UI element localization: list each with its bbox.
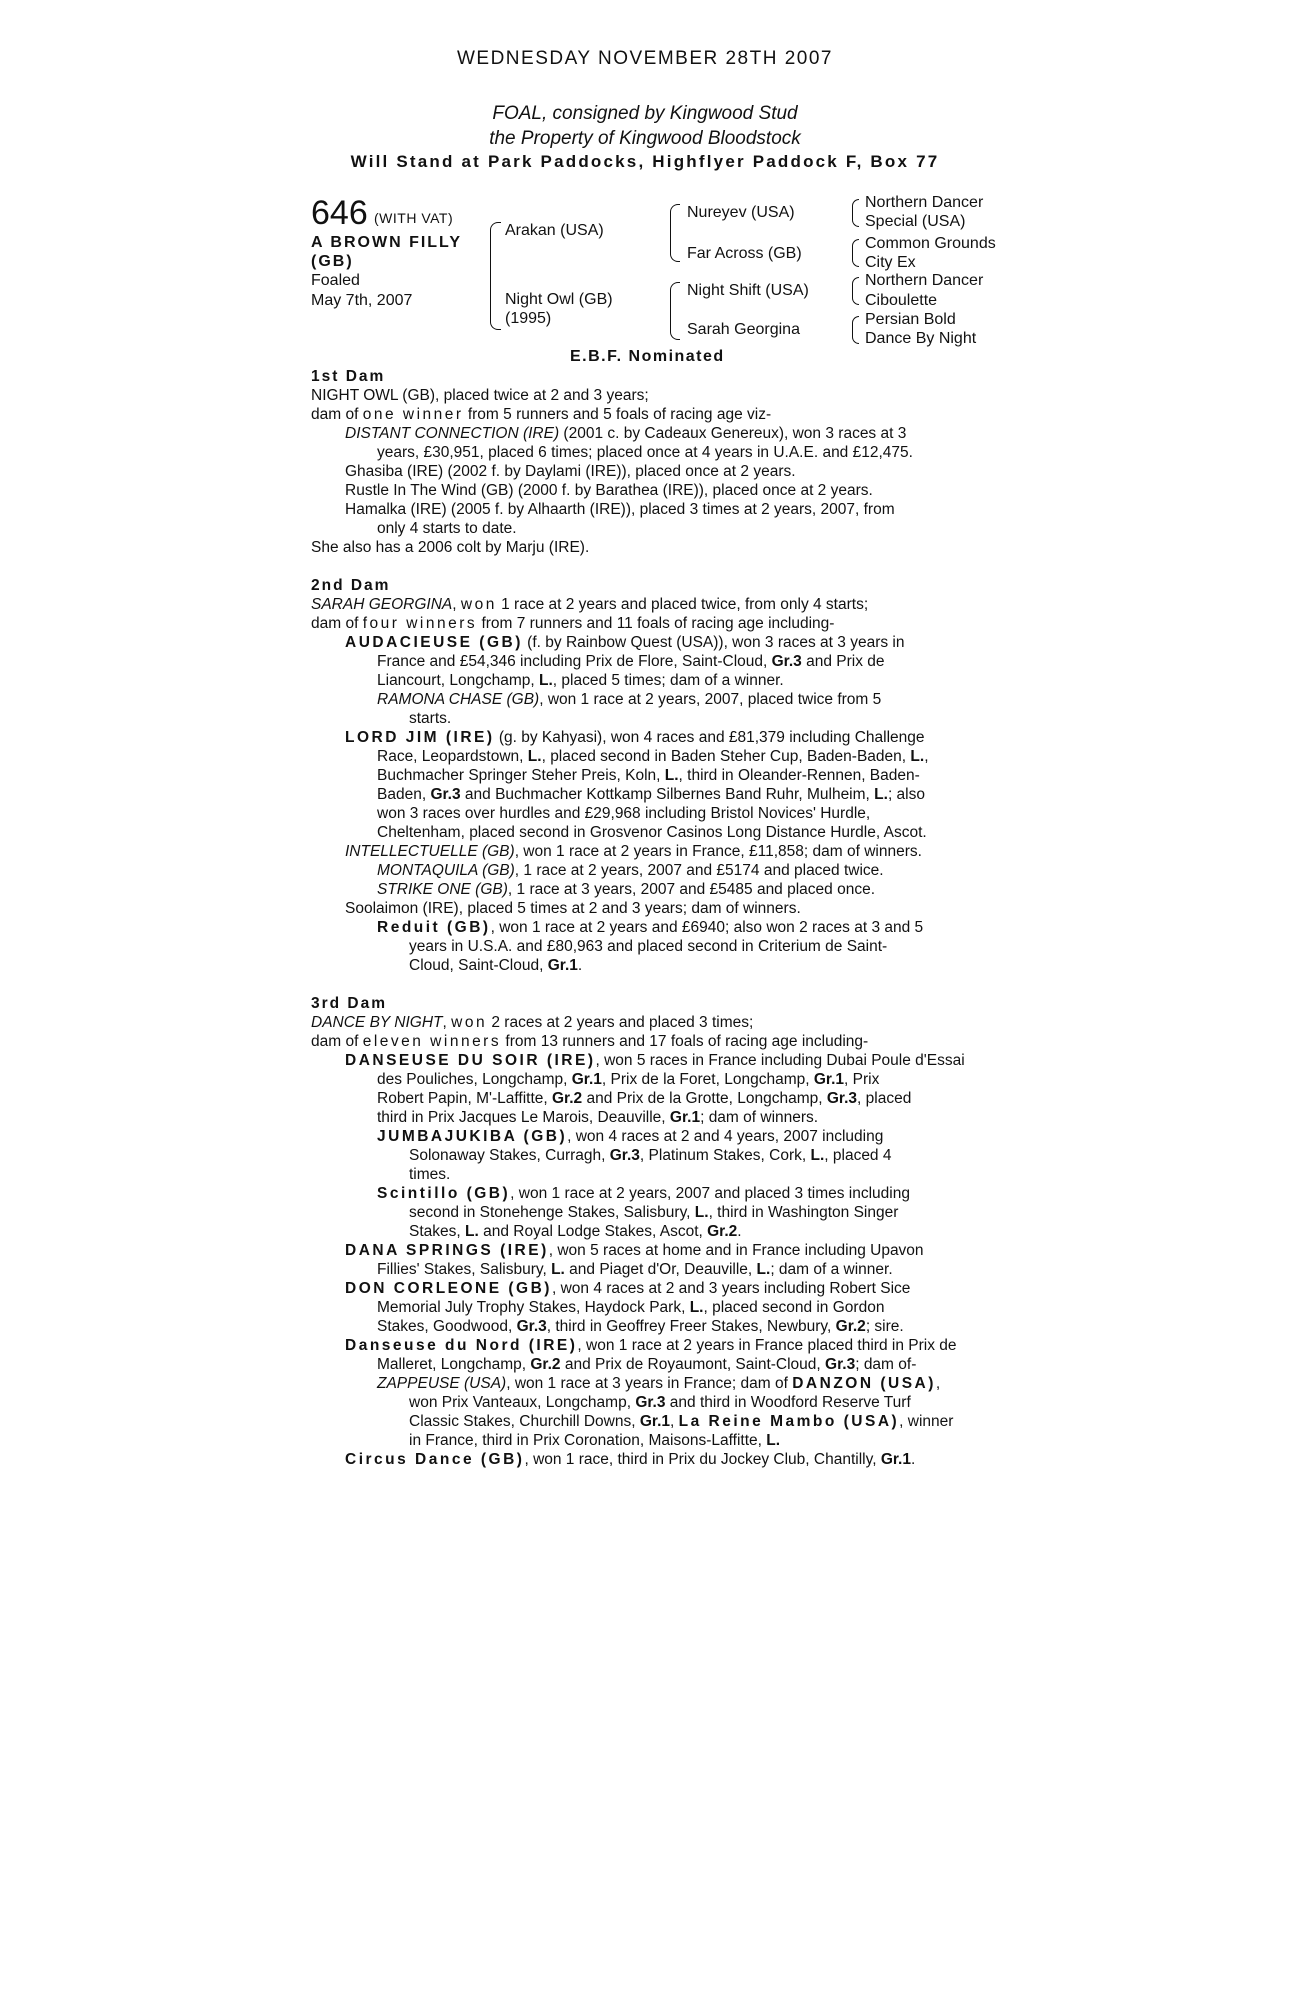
produce-entry: DANA SPRINGS (IRE), won 5 races at home and in France including Upavon [345, 1242, 924, 1259]
also-note: She also has a 2006 colt by Marju (IRE). [311, 539, 590, 556]
produce-entry-cont: des Pouliches, Longchamp, Gr.1, Prix de la Foret, Longchamp, Gr.1, Prix [377, 1071, 880, 1088]
produce-entry-cont: Malleret, Longchamp, Gr.2 and Prix de Royaumont, Saint-Cloud, Gr.3; dam of- [377, 1356, 917, 1373]
produce-entry-cont: Stakes, L. and Royal Lodge Stakes, Ascot, Gr.2. [409, 1223, 742, 1240]
produce-entry-cont: years, £30,951, placed 6 times; placed once at 4 years in U.A.E. and £12,475. [377, 444, 913, 461]
produce-entry-cont: Classic Stakes, Churchill Downs, Gr.1, La Reine Mambo (USA), winner [409, 1413, 954, 1430]
foaled-label: Foaled [311, 272, 360, 289]
produce-entry-cont: Race, Leopardstown, L., placed second in Baden Steher Cup, Baden-Baden, L., [377, 748, 929, 765]
produce-entry: Scintillo (GB), won 1 race at 2 years, 2007 and placed 3 times including [377, 1185, 910, 1202]
produce-entry-cont: won Prix Vanteaux, Longchamp, Gr.3 and third in Woodford Reserve Turf [409, 1394, 911, 1411]
section-heading: 2nd Dam [311, 577, 391, 594]
stand-location: Will Stand at Park Paddocks, Highflyer Paddock F, Box 77 [350, 152, 940, 171]
pedigree-brace [852, 239, 859, 267]
dam-line: DANCE BY NIGHT, won 2 races at 2 years and placed 3 times; [311, 1014, 754, 1031]
grandparent-name: Far Across (GB) [687, 245, 802, 262]
produce-entry: Circus Dance (GB), won 1 race, third in Prix du Jockey Club, Chantilly, Gr.1. [345, 1451, 916, 1468]
grandparent-name: Sarah Georgina [687, 321, 800, 338]
produce-entry-cont: times. [409, 1166, 451, 1183]
pedigree-brace [670, 282, 680, 340]
pedigree-brace [852, 199, 859, 227]
produce-entry-cont: won 3 races over hurdles and £29,968 including Bristol Novices' Hurdle, [377, 805, 871, 822]
great-grandparent-name: Northern Dancer [865, 272, 984, 289]
grandparent-name: Nureyev (USA) [687, 204, 795, 221]
produce-entry-cont: Baden, Gr.3 and Buchmacher Kottkamp Silbernes Band Ruhr, Mulheim, L.; also [377, 786, 925, 803]
produce-entry-cont: only 4 starts to date. [377, 520, 517, 537]
great-grandparent-name: Persian Bold [865, 311, 956, 328]
foal-date: May 7th, 2007 [311, 292, 413, 309]
dam-line: NIGHT OWL (GB), placed twice at 2 and 3 years; [311, 387, 649, 404]
produce-entry: STRIKE ONE (GB), 1 race at 3 years, 2007 and £5485 and placed once. [377, 881, 876, 898]
produce-entry: DANSEUSE DU SOIR (IRE), won 5 races in France including Dubai Poule d'Essai [345, 1052, 965, 1069]
great-grandparent-name: Ciboulette [865, 292, 938, 309]
produce-entry: Soolaimon (IRE), placed 5 times at 2 and 3 years; dam of winners. [345, 900, 801, 917]
produce-entry-cont: in France, third in Prix Coronation, Maisons-Laffitte, L. [409, 1432, 781, 1449]
produce-entry-cont: second in Stonehenge Stakes, Salisbury, L., third in Washington Singer [409, 1204, 899, 1221]
dam-produce-line: dam of one winner from 5 runners and 5 foals of racing age viz- [311, 406, 772, 423]
pedigree-brace [490, 222, 501, 330]
lot-origin: (GB) [311, 253, 354, 270]
produce-entry-cont: Fillies' Stakes, Salisbury, L. and Piaget d'Or, Deauville, L.; dam of a winner. [377, 1261, 893, 1278]
grandparent-name: Night Shift (USA) [687, 282, 809, 299]
consignor-line: FOAL, consigned by Kingwood Stud [492, 103, 798, 124]
produce-entry: Reduit (GB), won 1 race at 2 years and £6940; also won 2 races at 3 and 5 [377, 919, 924, 936]
produce-entry: Ghasiba (IRE) (2002 f. by Daylami (IRE)), placed once at 2 years. [345, 463, 796, 480]
pedigree-brace [852, 277, 859, 305]
produce-entry: Hamalka (IRE) (2005 f. by Alhaarth (IRE)), placed 3 times at 2 years, 2007, from [345, 501, 895, 518]
produce-entry-cont: years in U.S.A. and £80,963 and placed second in Criterium de Saint- [409, 938, 888, 955]
produce-entry: LORD JIM (IRE) (g. by Kahyasi), won 4 races and £81,379 including Challenge [345, 729, 925, 746]
produce-entry-cont: Memorial July Trophy Stakes, Haydock Park, L., placed second in Gordon [377, 1299, 885, 1316]
great-grandparent-name: City Ex [865, 254, 916, 271]
great-grandparent-name: Dance By Night [865, 330, 977, 347]
produce-entry: Rustle In The Wind (GB) (2000 f. by Barathea (IRE)), placed once at 2 years. [345, 482, 873, 499]
produce-entry: JUMBAJUKIBA (GB), won 4 races at 2 and 4 years, 2007 including [377, 1128, 884, 1145]
produce-entry-cont: Cloud, Saint-Cloud, Gr.1. [409, 957, 583, 974]
great-grandparent-name: Special (USA) [865, 213, 966, 230]
produce-entry: DON CORLEONE (GB), won 4 races at 2 and 3 years including Robert Sice [345, 1280, 911, 1297]
produce-entry-cont: Stakes, Goodwood, Gr.3, third in Geoffrey Freer Stakes, Newbury, Gr.2; sire. [377, 1318, 904, 1335]
produce-entry-cont: Solonaway Stakes, Curragh, Gr.3, Platinum Stakes, Cork, L., placed 4 [409, 1147, 892, 1164]
produce-entry-cont: Liancourt, Longchamp, L., placed 5 times; dam of a winner. [377, 672, 784, 689]
produce-entry: Danseuse du Nord (IRE), won 1 race at 2 years in France placed third in Prix de [345, 1337, 957, 1354]
produce-entry: DISTANT CONNECTION (IRE) (2001 c. by Cadeaux Genereux), won 3 races at 3 [345, 425, 907, 442]
produce-entry-cont: third in Prix Jacques Le Marois, Deauville, Gr.1; dam of winners. [377, 1109, 819, 1126]
sire-name: Arakan (USA) [505, 222, 604, 239]
ebf-nominated: E.B.F. Nominated [570, 348, 725, 365]
pedigree-brace [852, 316, 859, 344]
produce-entry: INTELLECTUELLE (GB), won 1 race at 2 years in France, £11,858; dam of winners. [345, 843, 922, 860]
produce-entry-cont: Buchmacher Springer Steher Preis, Koln, L., third in Oleander-Rennen, Baden- [377, 767, 920, 784]
section-heading: 3rd Dam [311, 995, 388, 1012]
dam-year: (1995) [505, 310, 552, 327]
vat-note: (WITH VAT) [374, 210, 454, 226]
produce-entry-cont: Robert Papin, M'-Laffitte, Gr.2 and Prix de la Grotte, Longchamp, Gr.3, placed [377, 1090, 912, 1107]
catalogue-body [311, 367, 1011, 1469]
produce-entry-cont: France and £54,346 including Prix de Flore, Saint-Cloud, Gr.3 and Prix de [377, 653, 885, 670]
lot-number: 646 [311, 194, 368, 232]
sale-date: WEDNESDAY NOVEMBER 28TH 2007 [456, 48, 833, 69]
produce-entry: MONTAQUILA (GB), 1 race at 2 years, 2007 and £5174 and placed twice. [377, 862, 884, 879]
dam-produce-line: dam of four winners from 7 runners and 11 foals of racing age including- [311, 615, 835, 632]
produce-entry: AUDACIEUSE (GB) (f. by Rainbow Quest (USA)), won 3 races at 3 years in [345, 634, 905, 651]
great-grandparent-name: Northern Dancer [865, 194, 984, 211]
produce-entry-cont: starts. [409, 710, 452, 727]
produce-entry: RAMONA CHASE (GB), won 1 race at 2 years, 2007, placed twice from 5 [377, 691, 882, 708]
section-heading: 1st Dam [311, 368, 386, 385]
lot-description: A BROWN FILLY [311, 234, 463, 251]
property-line: the Property of Kingwood Bloodstock [489, 128, 801, 149]
pedigree-brace [670, 204, 680, 262]
produce-entry-cont: Cheltenham, placed second in Grosvenor Casinos Long Distance Hurdle, Ascot. [377, 824, 927, 841]
dam-line: SARAH GEORGINA, won 1 race at 2 years and placed twice, from only 4 starts; [311, 596, 869, 613]
dam-name: Night Owl (GB) [505, 291, 613, 308]
produce-entry: ZAPPEUSE (USA), won 1 race at 3 years in France; dam of DANZON (USA), [377, 1375, 941, 1392]
dam-produce-line: dam of eleven winners from 13 runners and 17 foals of racing age including- [311, 1033, 869, 1050]
great-grandparent-name: Common Grounds [865, 235, 996, 252]
